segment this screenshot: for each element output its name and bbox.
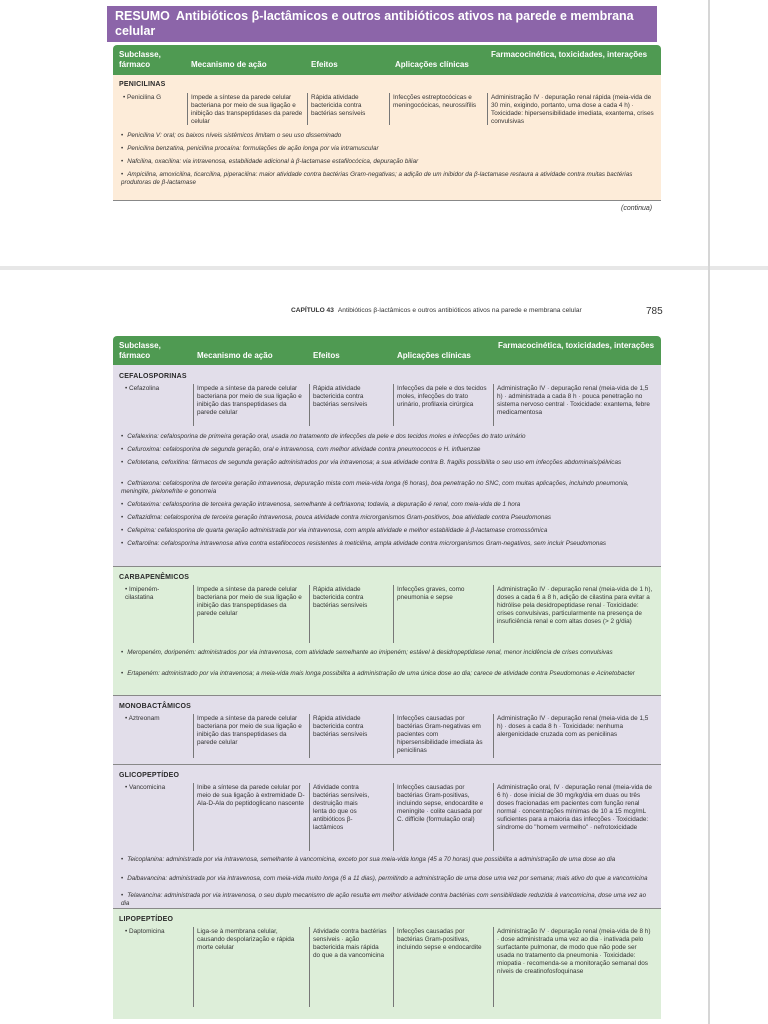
note-item: • Teicoplanina: administrada por via intravenosa, semelhante à vancomicina, exceto por sua meia-vida longa (45 a 70 horas) que possibilita a administração de uma dose ao dia [121,856,651,864]
mechanism-cell: Impede a síntese da parede celular bacteriana por meio de sua ligação e inibição das transpeptidases da parede celular [197,385,302,416]
note-item: • Ceftazidima: cefalosporina de terceira geração intravenosa, pouca atividade contra microrganismos Gram-positivos, boa atividade contra Pseudomonas [121,514,651,522]
effects-cell: Rápida atividade bactericida contra bactérias sensíveis [311,94,366,117]
header-subclass: Subclasse, fármaco [119,50,161,69]
divider [393,714,394,758]
header-pharmaco: Farmacocinética, toxicidades, interações [498,341,655,350]
applications-cell: Infecções causadas por bactérias Gram-positivas, incluindo sepse e endocardite [397,928,482,951]
applications-cell: Infecções graves, como pneumonia e sepse [397,586,465,601]
summary-table-top [113,45,661,201]
divider [493,927,494,1007]
note-item: • Ampicilina, amoxicilina, ticarcilina, piperacilina: maior atividade contra bactérias Gram-negativas; a adição de um inibidor da β-lactamase restaura a atividade contra muitas bactérias produtoras de β-lactamase [121,171,651,187]
divider [309,384,310,426]
effects-cell: Rápida atividade bactericida contra bactérias sensíveis [313,385,368,408]
pharmaco-cell: Administração IV · depuração renal rápida (meia-vida de 30 min, exigindo, portanto, uma dose a cada 4 h) · Toxicidade: hipersensibilidade imediata, exantema, crises convulsivas [491,94,654,125]
applications-cell: Infecções estreptocócicas e meningocócicas, neurossífilis [393,94,477,109]
effects-cell: Rápida atividade bactericida contra bactérias sensíveis [313,586,368,609]
divider [193,783,194,851]
header-mechanism: Mecanismo de ação [197,351,273,360]
divider [309,783,310,851]
header-effects: Efeitos [311,60,338,69]
header-effects: Efeitos [313,351,340,360]
divider [309,585,310,643]
note-item: • Cefotaxima: cefalosporina de terceira geração intravenosa, semelhante à ceftriaxona; todavia, a depuração é renal, com meia-vida de 1 hora [121,501,651,509]
drug-name: • Cefazolina [125,385,187,393]
effects-cell: Atividade contra bactérias sensíveis, destruição mais lenta do que os antibióticos β-lactâmicos [313,784,370,831]
note-item: • Cefalexina: cefalosporina de primeira geração oral, usada no tratamento de infecções da pele e dos tecidos moles e infecções do trato urinário [121,433,651,441]
pharmaco-cell: Administração IV · depuração renal (meia-vida de 1,5 h) · administrada a cada 8 h · pouca penetração no sistema nervoso central · Toxicidade: exantema, febre medicamentosa [497,385,650,416]
mechanism-cell: Impede a síntese da parede celular bacteriana por meio de sua ligação e inibição das transpeptidases da parede celular [197,715,302,746]
section-penicilinas [113,75,661,201]
divider [393,783,394,851]
pharmaco-cell: Administração oral, IV · depuração renal (meia-vida de 6 h) · dose inicial de 30 mg/kg/dia em duas ou três doses fracionadas em pacientes com função renal normal · concentrações mínimas de 10 a 15 mcg/mL suficientes para a maioria das infecções · Toxicidade: síndrome do "homem vermelho" · nefrotoxicidade [497,784,652,831]
header-applications: Aplicações clínicas [395,60,469,69]
page-number: 785 [646,306,663,317]
note-item: • Ertapeném: administrado por via intravenosa; a meia-vida mais longa possibilita a administração de uma única dose ao dia; carece de atividade contra Pseudomonas e Acinetobacter [121,670,651,678]
drug-name: • Penicilina G [123,94,185,102]
section-cefalosporinas [113,365,661,567]
note-item: • Telavancina: administrada por via intravenosa, o seu duplo mecanismo de ação resulta em melhor atividade contra bactérias com sensibilidade reduzida à vancomicina, dose uma vez ao dia [121,892,651,908]
drug-name: • Vancomicina [125,784,187,792]
divider [493,384,494,426]
section-title: CEFALOSPORINAS [119,373,187,380]
section-lipopeptideo [113,909,661,1019]
header-applications: Aplicações clínicas [397,351,471,360]
mechanism-cell: Impede a síntese da parede celular bacteriana por meio de sua ligação e inibição das transpeptidases da parede celular [191,94,303,125]
drug-name: • Aztreonam [125,715,187,723]
section-glicopeptideo [113,765,661,909]
banner-title: Antibióticos β-lactâmicos e outros antibióticos ativos na parede e membrana celular [115,9,634,38]
page-edge [708,0,710,1024]
section-title: LIPOPEPTÍDEO [119,916,174,923]
section-title: MONOBACTÂMICOS [119,703,192,710]
table-header [113,336,661,365]
mechanism-cell: Inibe a síntese da parede celular por meio de sua ligação à extremidade D-Ala-D-Ala do peptidoglicano nascente [197,784,305,807]
banner-tag: RESUMO [115,9,170,23]
chapter-label: CAPÍTULO 43 [291,307,334,314]
header-subclass: Subclasse, fármaco [119,341,161,360]
mechanism-cell: Liga-se à membrana celular, causando despolarização e rápida morte celular [197,928,295,951]
section-title: CARBAPENÊMICOS [119,574,190,581]
section-carbapenemicos [113,567,661,696]
divider [193,927,194,1007]
divider [493,783,494,851]
note-item: • Nafcilina, oxacilina: via intravenosa, estabilidade adicional à β-lactamase estafilocócica, depuração biliar [121,158,651,166]
divider [193,714,194,758]
note-item: • Ceftriaxona: cefalosporina de terceira geração intravenosa, depuração mista com meia-vida longa (6 horas), boa penetração no SNC, com muitas aplicações, incluindo pneumonia, meningite, pielonefrite e gonorreia [121,480,651,496]
summary-table-bottom [113,336,661,1019]
applications-cell: Infecções causadas por bactérias Gram-positivas, incluindo sepse, endocardite e meningite · colite causada por C. difficile (formulação oral) [397,784,484,823]
divider [389,93,390,125]
divider [493,714,494,758]
summary-banner [107,6,657,42]
continued-label: (continua) [621,205,653,212]
mechanism-cell: Impede a síntese da parede celular bacteriana por meio de sua ligação e inibição das transpeptidases da parede celular [197,586,302,617]
pharmaco-cell: Administração IV · depuração renal (meia-vida de 1 h), doses a cada 6 a 8 h, adição de cilastina para evitar a hidrólise pela desidropeptidase renal · Toxicidade: crises convulsivas, particularmente na presença de insuficiência renal e com altas doses (> 2 g/dia) [497,586,653,625]
note-item: • Cefotetana, cefoxitina: fármacos de segunda geração administrados por via intravenosa; a sua atividade contra B. fragilis possibilita o seu uso em infecções abdominais/pélvicas [121,459,651,467]
divider [309,714,310,758]
divider [393,927,394,1007]
header-pharmaco: Farmacocinética, toxicidades, interações [491,50,648,59]
section-title: GLICOPEPTÍDEO [119,772,180,779]
note-item: • Ceftarolina: cefalosporina intravenosa ativa contra estafilococos resistentes à meticilina, ampla atividade contra microrganismos Gram-negativos, sem incluir Pseudomonas [121,540,651,548]
note-item: • Penicilina V: oral; os baixos níveis sistêmicos limitam o seu uso disseminado [121,132,651,140]
effects-cell: Atividade contra bactérias sensíveis · ação bactericida mais rápida do que a da vancomicina [313,928,387,959]
chapter-running-head [291,307,582,314]
divider [193,585,194,643]
divider [393,384,394,426]
applications-cell: Infecções causadas por bactérias Gram-negativas em pacientes com hipersensibilidade imediata às penicilinas [397,715,483,754]
section-monobactamicos [113,696,661,765]
drug-name: • Imipeném-cilastatina [125,586,187,602]
note-item: • Penicilina benzatina, penicilina procaína: formulações de ação longa por via intramuscular [121,145,651,153]
header-mechanism: Mecanismo de ação [191,60,267,69]
pharmaco-cell: Administração IV · depuração renal (meia-vida de 1,5 h) · doses a cada 8 h · Toxicidade: nenhuma alergenicidade cruzada com as penicilinas [497,715,649,738]
divider [309,927,310,1007]
effects-cell: Rápida atividade bactericida contra bactérias sensíveis [313,715,368,738]
note-item: • Meropeném, doripeném: administrados por via intravenosa, com atividade semelhante ao imipeném; estável à desidropeptidase renal, menor incidência de crises convulsivas [121,649,651,657]
note-item: • Dalbavancina: administrada por via intravenosa, com meia-vida muito longa (6 a 11 dias), permitindo a administração de uma dose uma vez por semana; mais ativo do que a vancomicina [121,875,651,883]
divider [493,585,494,643]
table-header [113,45,661,75]
pharmaco-cell: Administração IV · depuração renal (meia-vida de 8 h) · dose administrada uma vez ao dia · inativada pelo surfactante pulmonar, de modo que não pode ser usada no tratamento da pneumonia · Toxicidade: miopatia · recomenda-se a monitoração semanal dos níveis de creatinofosfoquinase [497,928,651,975]
divider [307,93,308,125]
divider [193,384,194,426]
section-title: PENICILINAS [119,81,166,88]
drug-name: • Daptomicina [125,928,187,936]
divider [187,93,188,125]
divider [487,93,488,125]
applications-cell: Infecções da pele e dos tecidos moles, infecções do trato urinário, profilaxia cirúrgica [397,385,487,408]
chapter-title: Antibióticos β-lactâmicos e outros antibióticos ativos na parede e membrana celular [337,307,582,314]
divider [393,585,394,643]
note-item: • Cefepima: cefalosporina de quarta geração administrada por via intravenosa, com ampla atividade e melhor estabilidade à β-lactamase cromossômica [121,527,651,535]
note-item: • Cefuroxima: cefalosporina de segunda geração, oral e intravenosa, com melhor atividade contra pneumococos e H. influenzae [121,446,651,454]
